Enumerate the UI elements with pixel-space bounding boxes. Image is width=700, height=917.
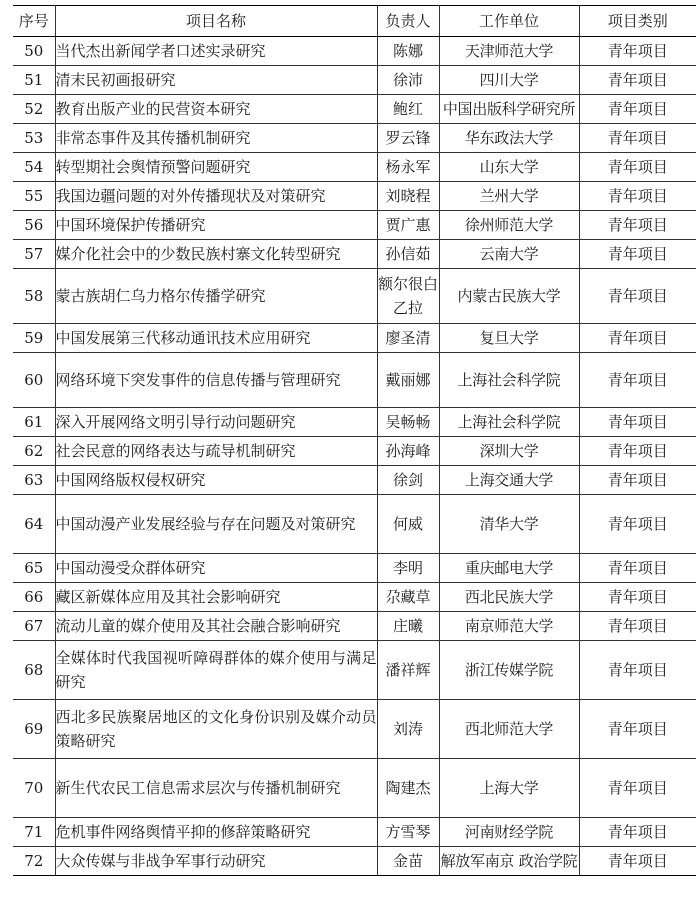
row-work-unit: 华东政法大学 <box>439 124 579 153</box>
row-number: 53 <box>13 124 55 153</box>
row-work-unit: 南京师范大学 <box>439 612 579 641</box>
row-project-name: 清末民初画报研究 <box>55 66 377 95</box>
table-row <box>13 182 696 211</box>
row-project-name: 转型期社会舆情预警问题研究 <box>55 153 377 182</box>
row-leader: 刘涛 <box>377 700 439 759</box>
row-project-name: 危机事件网络舆情平抑的修辞策略研究 <box>55 818 377 847</box>
row-work-unit: 复旦大学 <box>439 324 579 353</box>
row-project-name: 大众传媒与非战争军事行动研究 <box>55 847 377 876</box>
header-project-category: 项目类别 <box>579 6 696 37</box>
row-leader: 吴畅畅 <box>377 408 439 437</box>
row-project-name: 非常态事件及其传播机制研究 <box>55 124 377 153</box>
row-project-name: 全媒体时代我国视听障碍群体的媒介使用与满足研究 <box>55 641 377 700</box>
row-number: 55 <box>13 182 55 211</box>
row-project-category: 青年项目 <box>579 269 696 324</box>
row-leader: 李明 <box>377 554 439 583</box>
row-leader: 金苗 <box>377 847 439 876</box>
row-work-unit: 天津师范大学 <box>439 37 579 66</box>
row-project-category: 青年项目 <box>579 211 696 240</box>
header-project-name: 项目名称 <box>55 6 377 37</box>
row-project-name: 网络环境下突发事件的信息传播与管理研究 <box>55 353 377 408</box>
row-project-name: 教育出版产业的民营资本研究 <box>55 95 377 124</box>
row-work-unit: 中国出版科学研究所 <box>439 95 579 124</box>
row-project-name: 中国动漫产业发展经验与存在问题及对策研究 <box>55 495 377 554</box>
row-work-unit: 重庆邮电大学 <box>439 554 579 583</box>
row-number: 65 <box>13 554 55 583</box>
row-project-name: 社会民意的网络表达与疏导机制研究 <box>55 437 377 466</box>
row-project-name: 深入开展网络文明引导行动问题研究 <box>55 408 377 437</box>
table-row <box>13 408 696 437</box>
row-work-unit: 河南财经学院 <box>439 818 579 847</box>
row-leader: 方雪琴 <box>377 818 439 847</box>
row-number: 63 <box>13 466 55 495</box>
table-row <box>13 37 696 66</box>
table-row <box>13 818 696 847</box>
row-leader: 刘晓程 <box>377 182 439 211</box>
row-project-name: 流动儿童的媒介使用及其社会融合影响研究 <box>55 612 377 641</box>
row-work-unit: 西北师范大学 <box>439 700 579 759</box>
row-number: 52 <box>13 95 55 124</box>
row-project-category: 青年项目 <box>579 847 696 876</box>
row-project-category: 青年项目 <box>579 466 696 495</box>
row-leader: 孙海峰 <box>377 437 439 466</box>
row-number: 51 <box>13 66 55 95</box>
row-project-name: 西北多民族聚居地区的文化身份识别及媒介动员策略研究 <box>55 700 377 759</box>
row-work-unit: 上海大学 <box>439 759 579 818</box>
row-project-name: 新生代农民工信息需求层次与传播机制研究 <box>55 759 377 818</box>
table-row <box>13 153 696 182</box>
row-work-unit: 清华大学 <box>439 495 579 554</box>
row-leader: 陈娜 <box>377 37 439 66</box>
row-project-name: 中国网络版权侵权研究 <box>55 466 377 495</box>
row-project-category: 青年项目 <box>579 554 696 583</box>
row-number: 60 <box>13 353 55 408</box>
row-project-category: 青年项目 <box>579 153 696 182</box>
header-number: 序号 <box>13 6 55 37</box>
row-leader: 额尔很白乙拉 <box>377 269 439 324</box>
table-row <box>13 641 696 700</box>
table-row <box>13 583 696 612</box>
row-work-unit: 上海交通大学 <box>439 466 579 495</box>
row-number: 72 <box>13 847 55 876</box>
row-project-name: 媒介化社会中的少数民族村寨文化转型研究 <box>55 240 377 269</box>
row-leader: 罗云锋 <box>377 124 439 153</box>
table-row <box>13 612 696 641</box>
row-project-name: 藏区新媒体应用及其社会影响研究 <box>55 583 377 612</box>
row-leader: 何威 <box>377 495 439 554</box>
table-row <box>13 466 696 495</box>
row-leader: 戴丽娜 <box>377 353 439 408</box>
row-project-category: 青年项目 <box>579 37 696 66</box>
row-project-category: 青年项目 <box>579 612 696 641</box>
row-project-category: 青年项目 <box>579 495 696 554</box>
table-row <box>13 211 696 240</box>
project-table <box>13 5 696 876</box>
row-project-category: 青年项目 <box>579 353 696 408</box>
row-project-category: 青年项目 <box>579 240 696 269</box>
row-project-category: 青年项目 <box>579 124 696 153</box>
row-leader: 尕藏草 <box>377 583 439 612</box>
row-project-category: 青年项目 <box>579 182 696 211</box>
table-row <box>13 95 696 124</box>
row-number: 66 <box>13 583 55 612</box>
row-number: 70 <box>13 759 55 818</box>
table-row <box>13 554 696 583</box>
row-project-name: 中国发展第三代移动通讯技术应用研究 <box>55 324 377 353</box>
row-leader: 徐剑 <box>377 466 439 495</box>
row-number: 57 <box>13 240 55 269</box>
row-leader: 徐沛 <box>377 66 439 95</box>
row-work-unit: 兰州大学 <box>439 182 579 211</box>
row-number: 62 <box>13 437 55 466</box>
row-work-unit: 山东大学 <box>439 153 579 182</box>
row-number: 50 <box>13 37 55 66</box>
row-project-category: 青年项目 <box>579 700 696 759</box>
row-project-category: 青年项目 <box>579 66 696 95</box>
row-project-name: 中国动漫受众群体研究 <box>55 554 377 583</box>
row-project-category: 青年项目 <box>579 408 696 437</box>
row-number: 54 <box>13 153 55 182</box>
row-project-name: 蒙古族胡仁乌力格尔传播学研究 <box>55 269 377 324</box>
row-work-unit: 云南大学 <box>439 240 579 269</box>
row-number: 69 <box>13 700 55 759</box>
row-number: 67 <box>13 612 55 641</box>
row-number: 61 <box>13 408 55 437</box>
row-leader: 陶建杰 <box>377 759 439 818</box>
row-number: 71 <box>13 818 55 847</box>
row-number: 58 <box>13 269 55 324</box>
row-number: 68 <box>13 641 55 700</box>
row-project-name: 当代杰出新闻学者口述实录研究 <box>55 37 377 66</box>
row-project-category: 青年项目 <box>579 437 696 466</box>
row-leader: 廖圣清 <box>377 324 439 353</box>
row-project-category: 青年项目 <box>579 818 696 847</box>
row-project-category: 青年项目 <box>579 759 696 818</box>
row-project-name: 我国边疆问题的对外传播现状及对策研究 <box>55 182 377 211</box>
row-work-unit: 深圳大学 <box>439 437 579 466</box>
row-number: 64 <box>13 495 55 554</box>
table-header-row <box>13 6 696 37</box>
table-row <box>13 66 696 95</box>
table-row <box>13 495 696 554</box>
header-leader: 负责人 <box>377 6 439 37</box>
row-project-category: 青年项目 <box>579 324 696 353</box>
table-row <box>13 759 696 818</box>
row-project-category: 青年项目 <box>579 95 696 124</box>
row-project-category: 青年项目 <box>579 641 696 700</box>
row-leader: 杨永军 <box>377 153 439 182</box>
row-work-unit: 西北民族大学 <box>439 583 579 612</box>
row-leader: 鲍红 <box>377 95 439 124</box>
row-work-unit: 浙江传媒学院 <box>439 641 579 700</box>
row-work-unit: 四川大学 <box>439 66 579 95</box>
table-row <box>13 240 696 269</box>
table-row <box>13 324 696 353</box>
table-row <box>13 700 696 759</box>
row-leader: 潘祥辉 <box>377 641 439 700</box>
row-number: 59 <box>13 324 55 353</box>
row-project-category: 青年项目 <box>579 583 696 612</box>
table-row <box>13 269 696 324</box>
row-project-name: 中国环境保护传播研究 <box>55 211 377 240</box>
table-body <box>13 37 696 876</box>
row-work-unit: 上海社会科学院 <box>439 353 579 408</box>
row-leader: 贾广惠 <box>377 211 439 240</box>
table-row <box>13 124 696 153</box>
row-work-unit: 解放军南京 政治学院 <box>439 847 579 876</box>
table-row <box>13 353 696 408</box>
row-leader: 孙信茹 <box>377 240 439 269</box>
header-work-unit: 工作单位 <box>439 6 579 37</box>
row-leader: 庄曦 <box>377 612 439 641</box>
row-work-unit: 徐州师范大学 <box>439 211 579 240</box>
row-work-unit: 上海社会科学院 <box>439 408 579 437</box>
row-number: 56 <box>13 211 55 240</box>
table-row <box>13 847 696 876</box>
row-work-unit: 内蒙古民族大学 <box>439 269 579 324</box>
table-row <box>13 437 696 466</box>
